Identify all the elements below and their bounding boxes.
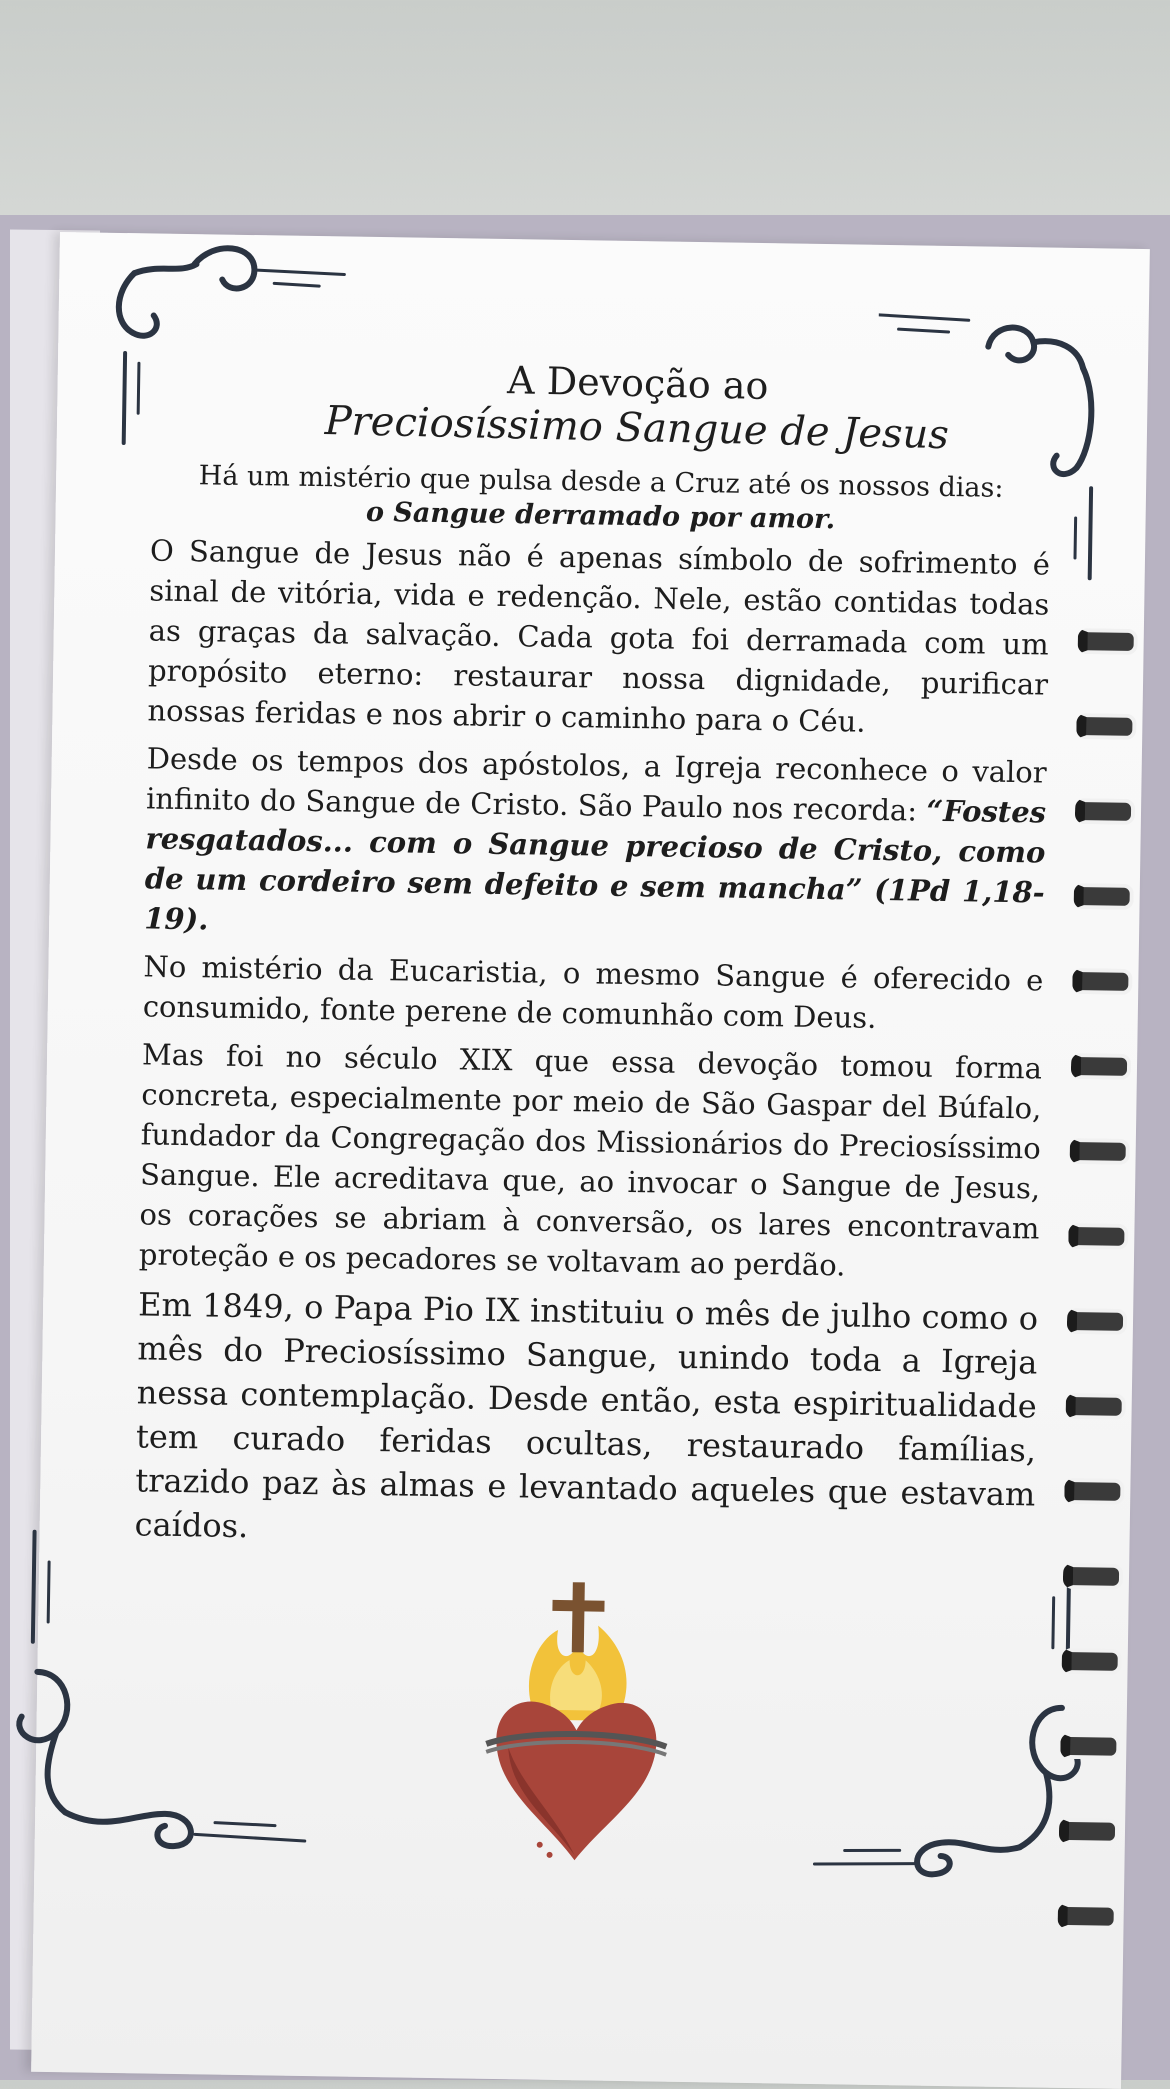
paragraph-3: No mistério da Eucaristia, o mesmo Sangue é oferecido e consumido, fonte perene de comunhão com Deus. [142,949,1044,1035]
spiral-ring [1067,1308,1127,1335]
intro-bold: o Sangue derramado por amor. [365,496,836,536]
spiral-ring [1077,628,1137,655]
article-body [134,458,1051,1568]
spiral-ring [1065,1393,1125,1420]
spiral-ring [1072,968,1132,995]
spiral-ring [1069,1138,1129,1165]
spiral-ring [1073,883,1133,910]
spiral-ring [1061,1648,1121,1675]
spiral-ring [1071,1053,1131,1080]
spiral-ring [1075,798,1135,825]
spiral-ring [1057,1903,1117,1930]
notebook-page [31,232,1150,2089]
spiral-ring [1064,1478,1124,1505]
paragraph-4: Mas foi no século XIX que essa devoção tomou forma concreta, especialmente por meio de São Gaspar del Búfalo, fundador da Congregação dos Missionários do Preciosíssimo Sangue. Ele acreditava que, ao invocar o Sangue de Jesus, os corações se abriam à conversão, os lares encontravam proteção e os pecadores se voltavam ao perdão. [138,1037,1043,1283]
page-title [316,354,958,458]
paragraph-2-text: Desde os tempos dos apóstolos, a Igreja reconhece o valor infinito do Sangue de Cristo. São Paulo nos recorda: [145,741,1047,828]
scroll-ornament-icon [0,1521,320,1866]
spiral-ring [1060,1733,1120,1760]
intro-line: Há um mistério que pulsa desde a Cruz até os nossos dias: [198,460,1004,504]
paragraph-2 [144,738,1047,952]
intro-paragraph [150,458,1051,540]
paragraph-1: O Sangue de Jesus não é apenas símbolo de sofrimento é sinal de vitória, vida e redenção. Nele, estão contidas todas as graças da salvação. Cada gota foi derramada com um propósito eterno: restaurar nossa dignidade, purificar nossas feridas e nos abrir o caminho para o Céu. [147,533,1051,739]
spiral-ring [1076,713,1136,740]
spiral-ring [1068,1223,1128,1250]
sacred-heart-icon [474,1569,679,1872]
paragraph-5: Em 1849, o Papa Pio IX instituiu o mês de julho como o mês do Preciosíssimo Sangue, unindo toda a Igreja nessa contemplação. Desde então, esta espiritualidade tem curado feridas ocultas, restaurado famílias, trazido paz às almas e levantado aqueles que estavam caídos. [134,1285,1039,1546]
spiral-ring [1059,1818,1119,1845]
scroll-ornament-icon [804,1554,1109,1899]
title-line-2: Preciosíssimo Sangue de Jesus [324,398,950,459]
spiral-ring [1063,1563,1123,1590]
bible-quote: “Fostes resgatados... com o Sangue precioso de Cristo, como de um cordeiro sem defeito e sem mancha” (1Pd 1,18-19). [143,793,1047,937]
title-line-1: A Devoção ao [506,358,769,409]
